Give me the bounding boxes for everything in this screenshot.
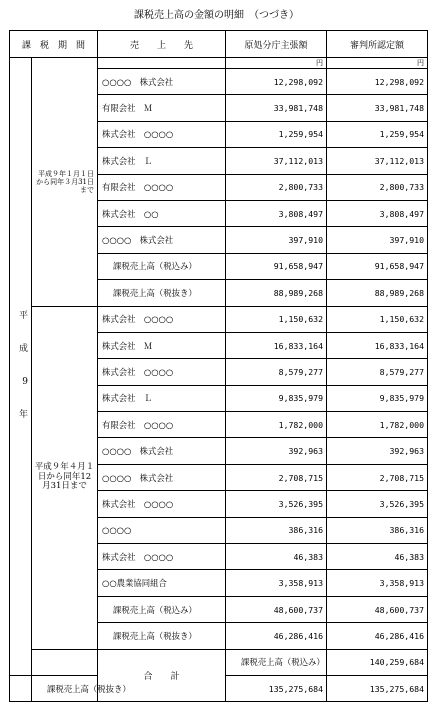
header-tribunal-amount: 審判所認定額 — [327, 31, 428, 58]
original-amount: 33,981,748 — [226, 95, 327, 121]
client-name: 有限会社 ○○○○ — [98, 412, 226, 438]
client-name: 株式会社 ○○○○ — [98, 306, 226, 332]
tribunal-amount: 1,782,000 — [327, 412, 428, 438]
sales-detail-table — [9, 30, 428, 702]
tribunal-amount: 3,358,913 — [327, 570, 428, 596]
tribunal-amount: 88,989,268 — [327, 280, 428, 306]
total-incl-label: 課税売上高（税込み） — [226, 649, 327, 675]
unit-label: 円 — [327, 58, 428, 69]
client-name: ○○○○ — [98, 517, 226, 543]
tribunal-amount: 46,383 — [327, 544, 428, 570]
original-amount: 9,835,979 — [226, 385, 327, 411]
header-original-amount: 原処分庁主張額 — [226, 31, 327, 58]
tribunal-amount: 12,298,092 — [327, 69, 428, 95]
tribunal-amount: 386,316 — [327, 517, 428, 543]
original-amount: 1,782,000 — [226, 412, 327, 438]
document-title: 課税売上高の金額の明細 （つづき） — [134, 10, 299, 21]
original-amount: 140,259,684 — [327, 649, 428, 675]
total-excl-label: 課税売上高（税抜き） — [32, 675, 98, 701]
header-period: 課 税 期 間 — [10, 31, 98, 58]
original-amount: 1,150,632 — [226, 306, 327, 332]
unit-row — [10, 58, 428, 69]
client-name: 株式会社 ○○○○ — [98, 491, 226, 517]
total-label: 合 計 — [98, 649, 226, 702]
tribunal-amount: 1,150,632 — [327, 306, 428, 332]
client-name: 株式会社 ○○○○ — [98, 121, 226, 147]
client-name: ○○農業協同組合 — [98, 570, 226, 596]
tribunal-amount: 3,526,395 — [327, 491, 428, 517]
tribunal-amount: 9,835,979 — [327, 385, 428, 411]
tribunal-amount: 33,981,748 — [327, 95, 428, 121]
original-amount: 2,800,733 — [226, 174, 327, 200]
client-name: ○○○○ 株式会社 — [98, 69, 226, 95]
original-amount: 397,910 — [226, 227, 327, 253]
period2-label: 平成９年４月１日から同年12月31日まで — [32, 306, 98, 649]
original-amount: 91,658,947 — [226, 253, 327, 279]
table-row — [10, 306, 428, 332]
tribunal-amount: 37,112,013 — [327, 148, 428, 174]
original-amount: 3,526,395 — [226, 491, 327, 517]
subtotal-incl-label: 課税売上高（税込み） — [98, 253, 226, 279]
original-amount: 392,963 — [226, 438, 327, 464]
original-amount: 1,259,954 — [226, 121, 327, 147]
era-char: 9 — [22, 377, 28, 388]
subtotal-excl-label: 課税売上高（税抜き） — [98, 623, 226, 649]
original-amount: 16,833,164 — [226, 332, 327, 358]
subtotal-incl-label: 課税売上高（税込み） — [98, 596, 226, 622]
original-amount: 12,298,092 — [226, 69, 327, 95]
client-name: 株式会社 Ｍ — [98, 332, 226, 358]
tribunal-amount: 8,579,277 — [327, 359, 428, 385]
tribunal-amount: 392,963 — [327, 438, 428, 464]
tribunal-amount: 2,800,733 — [327, 174, 428, 200]
subtotal-excl-label: 課税売上高（税抜き） — [98, 280, 226, 306]
era-char: 成 — [18, 344, 28, 355]
client-name: 株式会社 Ｌ — [98, 385, 226, 411]
original-amount: 37,112,013 — [226, 148, 327, 174]
original-amount: 46,383 — [226, 544, 327, 570]
client-name: 株式会社 ○○ — [98, 200, 226, 226]
total-row — [10, 649, 428, 675]
table-header-row — [10, 31, 428, 58]
unit-label: 円 — [226, 58, 327, 69]
client-name: 有限会社 ○○○○ — [98, 174, 226, 200]
tribunal-amount: 1,259,954 — [327, 121, 428, 147]
tribunal-amount: 2,708,715 — [327, 464, 428, 490]
client-name: 株式会社 ○○○○ — [98, 359, 226, 385]
original-amount: 46,286,416 — [226, 623, 327, 649]
header-client: 売 上 先 — [98, 31, 226, 58]
client-name: 株式会社 Ｌ — [98, 148, 226, 174]
original-amount: 386,316 — [226, 517, 327, 543]
tribunal-amount: 3,808,497 — [327, 200, 428, 226]
original-amount: 3,358,913 — [226, 570, 327, 596]
client-name: ○○○○ 株式会社 — [98, 464, 226, 490]
client-name: ○○○○ 株式会社 — [98, 227, 226, 253]
tribunal-amount: 16,833,164 — [327, 332, 428, 358]
tribunal-amount: 46,286,416 — [327, 623, 428, 649]
original-amount: 3,808,497 — [226, 200, 327, 226]
era-char: 年 — [18, 410, 28, 421]
period1-label: 平成９年１月１日から同年３月31日まで — [32, 58, 98, 307]
original-amount: 135,275,684 — [226, 675, 327, 701]
tribunal-amount: 91,658,947 — [327, 253, 428, 279]
original-amount: 48,600,737 — [226, 596, 327, 622]
client-name: 有限会社 Ｍ — [98, 95, 226, 121]
original-amount: 8,579,277 — [226, 359, 327, 385]
tribunal-amount: 135,275,684 — [327, 675, 428, 701]
era-label — [10, 58, 32, 676]
tribunal-amount: 48,600,737 — [327, 596, 428, 622]
client-name: 株式会社 ○○○○ — [98, 544, 226, 570]
original-amount: 88,989,268 — [226, 280, 327, 306]
original-amount: 2,708,715 — [226, 464, 327, 490]
client-name: ○○○○ 株式会社 — [98, 438, 226, 464]
era-char: 平 — [18, 311, 28, 322]
tribunal-amount: 397,910 — [327, 227, 428, 253]
